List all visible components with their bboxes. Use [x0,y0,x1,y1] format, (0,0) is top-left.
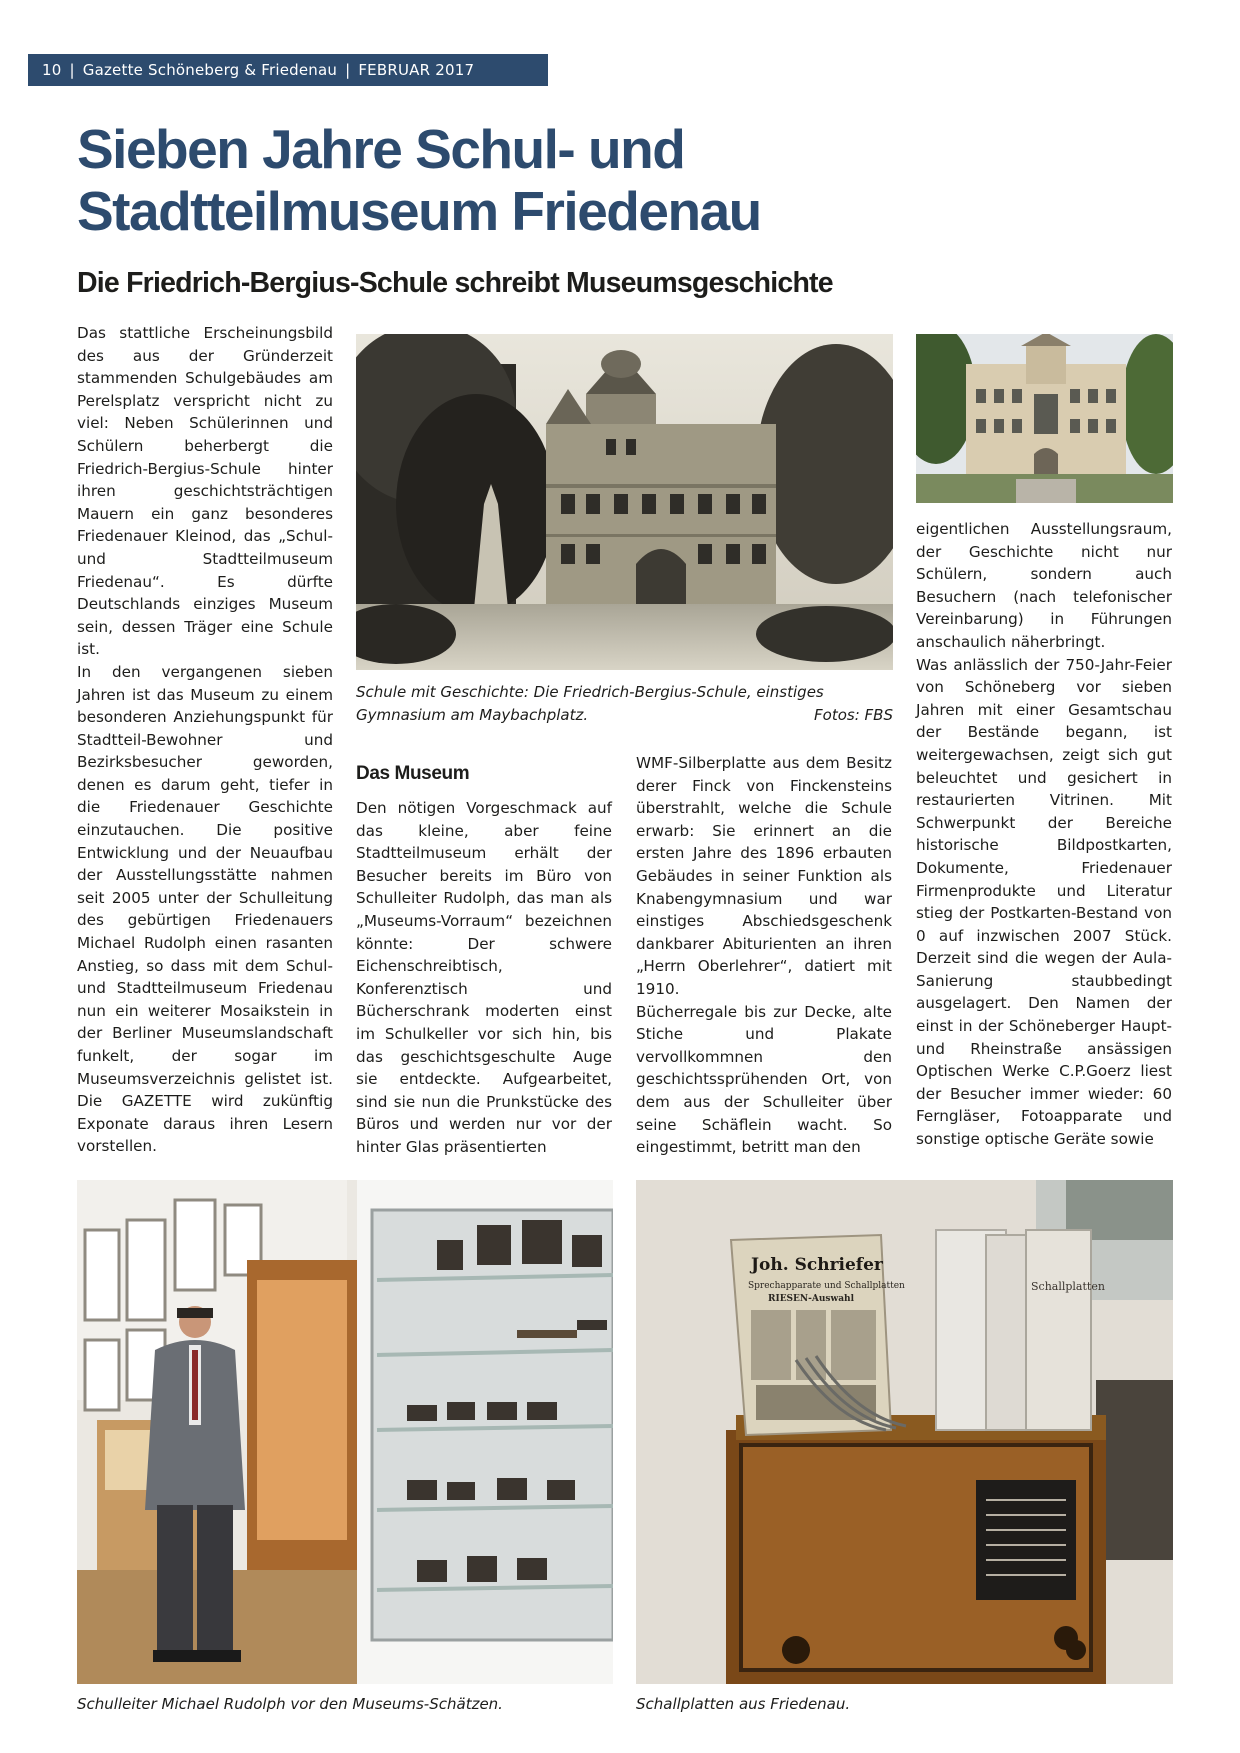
page-header-bar [28,54,548,86]
text-column-4 [916,518,1172,1151]
historic-school-photo [356,334,893,670]
article-title [77,118,977,242]
historic-school-illustration [356,334,893,670]
modern-school-illustration [916,334,1173,503]
page-number: 10 [42,61,62,79]
records-radio-caption: Schallplatten aus Friedenau. [636,1695,851,1713]
section-heading: Das Museum [356,763,470,784]
text-column-1 [77,322,333,1158]
caption-line: Schule mit Geschichte: Die Friedrich-Bergius-Schule, einstiges [356,683,824,701]
records-radio-photo [636,1180,1173,1684]
record-subtitle-label: RIESEN-Auswahl [768,1294,855,1304]
paragraph: Bücherregale bis zur Decke, alte Stiche und Plakate vervollkommnen den geschichtssprühenden Ort, von dem aus der Schulleiter über seine Schäflein wacht. So eingestimmt, betritt man den [636,1002,892,1157]
publication-name: Gazette Schöneberg & Friedenau [82,61,338,79]
record-brand-label: Joh. Schriefer [751,1255,883,1275]
paragraph: eigentlichen Ausstellungsraum, der Geschichte nicht nur Schülern, sondern auch Besuchern (nach telefonischer Vereinbarung) in Führungen anschaulich näherbringt. [916,520,1172,651]
museum-showcase-caption: Schulleiter Michael Rudolph vor den Museums-Schätzen. [77,1695,503,1713]
text-column-2 [356,797,612,1159]
article-title-line2: Stadtteilmuseum Friedenau [77,180,761,242]
paragraph: Das stattliche Erscheinungsbild des aus der Gründerzeit stammenden Schulgebäudes am Perelsplatz verspricht nicht zu viel: Neben Schülerinnen und Schülern beherbergt die Friedrich-Bergius-Schule hinter ihren geschichtsträchtigen Mauern ein ganz besonderes Friedenauer Kleinod, das „Schul- und Stadtteilmuseum Friedenau“. Es dürfte Deutschlands einziges Museum sein, dessen Träger eine Schule ist. [77,324,333,659]
paragraph: Was anlässlich der 750-Jahr-Feier von Schöneberg vor sieben Jahren mit einer Gesamtschau der Bestände begann, ist weitergewachsen, zeigt sich gut beleuchtet und gesichert in restaurierten Vitrinen. Mit Schwerpunkt der Bereiche historische Bildpostkarten, Dokumente, Friedenauer Firmenprodukte und Literatur stieg der Postkarten-Bestand von 0 auf inzwischen 2007 Stück. Derzeit sind die wegen der Aula-Sanierung staubbedingt ausgelagert. Den Namen der einst in der Schöneberger Haupt- und Rheinstraße ansässigen Optischen Werke C.P.Goerz liest der Besucher immer wieder: 60 Ferngläser, Fotoapparate und sonstige optische Geräte sowie [916,655,1172,1149]
header-separator: | [345,61,351,79]
records-radio-illustration [636,1180,1173,1684]
article-title-line1: Sieben Jahre Schul- und [77,118,685,180]
text-column-3 [636,752,892,1159]
paragraph: In den vergangenen sieben Jahren ist das Museum zu einem besonderen Anziehungspunkt für Stadtteil-Bewohner und Bezirksbesucher geworden, denen es darum geht, tiefer in die Friedenauer Geschichte einzutauchen. Die positive Entwicklung und der Neuaufbau der Ausstellungsstätte nahmen seit 2005 unter der Schulleitung des gebürtigen Friedenauers Michael Rudolph einen rasanten Anstieg, so dass mit dem Schul- und Stadtteilmuseum Friedenau nun ein weiterer Mosaikstein in der Berliner Museumslandschaft funkelt, der sogar im Museumsverzeichnis gelistet ist. Die GAZETTE wird zukünftig Exponate daraus ihren Lesern vorstellen. [77,662,333,1156]
paragraph: WMF-Silberplatte aus dem Besitz derer Finck von Finckensteins überstrahlt, welche die Schule erwarb: Sie erinnert an die ersten Jahre des 1896 erbauten Gebäudes in seiner Funktion als Knabengymnasium und war einstiges Abschiedsgeschenk dankbarer Abiturienten an ihren „Herrn Oberlehrer“, datiert mit 1910. [636,754,892,998]
historic-school-caption [356,681,893,726]
header-separator: | [69,61,75,79]
modern-school-photo [916,334,1173,503]
museum-showcase-photo [77,1180,613,1684]
caption-line: Gymnasium am Maybachplatz. [356,705,589,724]
photo-credit: Fotos: FBS [814,705,893,724]
museum-showcase-illustration [77,1180,613,1684]
record-spine-label: Schallplatten [1031,1280,1105,1293]
paragraph: Den nötigen Vorgeschmack auf das kleine, aber feine Stadtteilmuseum erhält der Besucher bereits im Büro von Schulleiter Rudolph, das man als „Museums-Vorraum“ bezeichnen könnte: Der schwere Eichenschreibtisch, Konferenztisch und Bücherschrank moderten einst im Schulkeller vor sich hin, bis das geschichtsgeschulte Auge sie entdeckte. Aufgearbeitet, sind sie nun die Prunkstücke des Büros und werden nur vor der hinter Glas präsentierten [356,799,612,1156]
article-subtitle: Die Friedrich-Bergius-Schule schreibt Museumsgeschichte [77,267,833,299]
record-subtitle-label: Sprechapparate und Schallplatten [748,1281,905,1291]
issue-date: FEBRUAR 2017 [358,61,475,79]
